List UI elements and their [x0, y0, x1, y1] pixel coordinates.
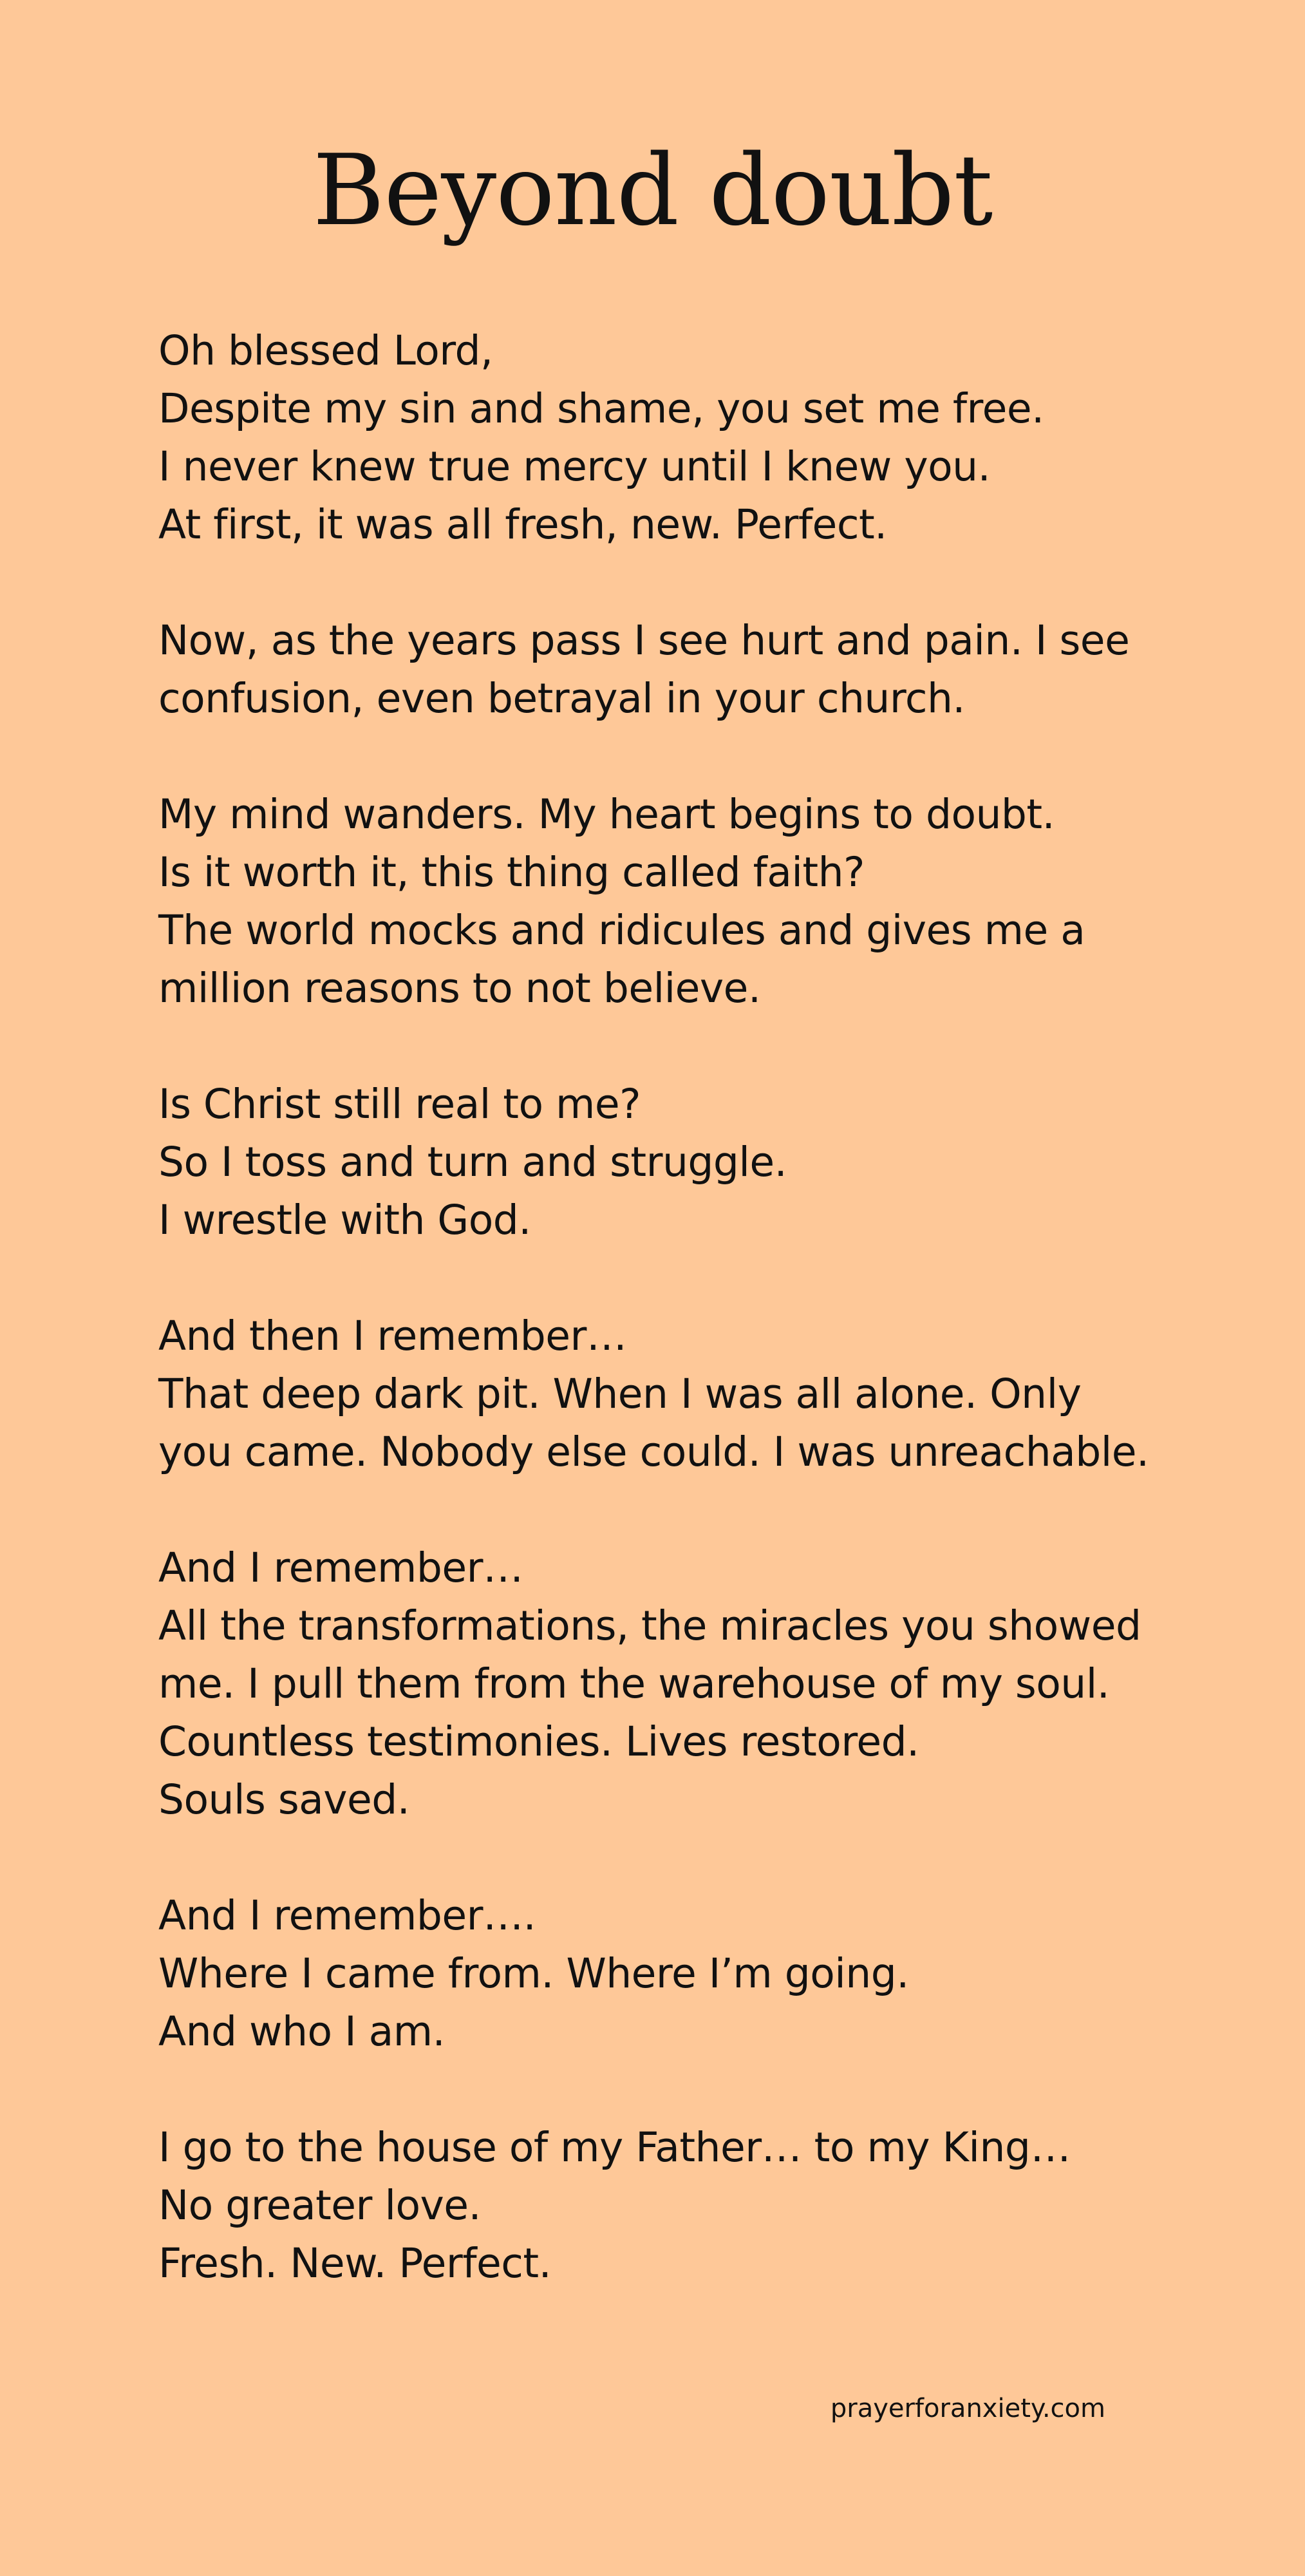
poem-title: Beyond doubt — [312, 133, 993, 247]
poem-body — [158, 322, 1201, 2351]
stanza — [158, 1075, 1201, 1249]
poem-line: Countless testimonies. Lives restored. — [158, 1718, 919, 1765]
poem-line: My mind wanders. My heart begins to doubt. — [158, 791, 1055, 838]
stanza — [158, 1539, 1201, 1829]
poem-line: And I remember… — [158, 1544, 523, 1591]
poem-line: Fresh. New. Perfect. — [158, 2240, 552, 2287]
poem-line: Is Christ still real to me? — [158, 1081, 641, 1128]
poem-line: And who I am. — [158, 2008, 446, 2055]
stanza — [158, 1307, 1201, 1481]
poem-line: The world mocks and ridicules and gives me a — [158, 907, 1085, 954]
poem-line: I never knew true mercy until I knew you. — [158, 443, 991, 490]
poem-line: At first, it was all fresh, new. Perfect. — [158, 501, 887, 548]
poem-line: So I toss and turn and struggle. — [158, 1139, 787, 1186]
stanza — [158, 612, 1201, 728]
website-credit: prayerforanxiety.com — [830, 2394, 1105, 2423]
poem-line: you came. Nobody else could. I was unreachable. — [158, 1428, 1149, 1475]
stanza — [158, 322, 1201, 554]
poem-line: Now, as the years pass I see hurt and pain. I see — [158, 617, 1130, 664]
poem-line: me. I pull them from the warehouse of my soul. — [158, 1660, 1110, 1707]
poem-line: And I remember…. — [158, 1892, 536, 1939]
poem-line: Is it worth it, this thing called faith? — [158, 849, 865, 896]
poem-line: That deep dark pit. When I was all alone. Only — [158, 1370, 1082, 1417]
poem-line: Despite my sin and shame, you set me free. — [158, 385, 1044, 432]
poem-line: Souls saved. — [158, 1776, 410, 1823]
poem-line: No greater love. — [158, 2182, 482, 2229]
poem-line: I wrestle with God. — [158, 1197, 531, 1244]
poem-line: And then I remember… — [158, 1312, 627, 1359]
poem-line: All the transformations, the miracles you showed — [158, 1602, 1141, 1649]
stanza — [158, 786, 1201, 1018]
poem-line: confusion, even betrayal in your church. — [158, 675, 965, 722]
poem-line: I go to the house of my Father… to my King… — [158, 2124, 1071, 2171]
poem-line: million reasons to not believe. — [158, 965, 761, 1012]
stanza — [158, 2119, 1201, 2293]
stanza — [158, 1887, 1201, 2061]
poem-line: Oh blessed Lord, — [158, 327, 493, 374]
poem-line: Where I came from. Where I’m going. — [158, 1950, 909, 1997]
